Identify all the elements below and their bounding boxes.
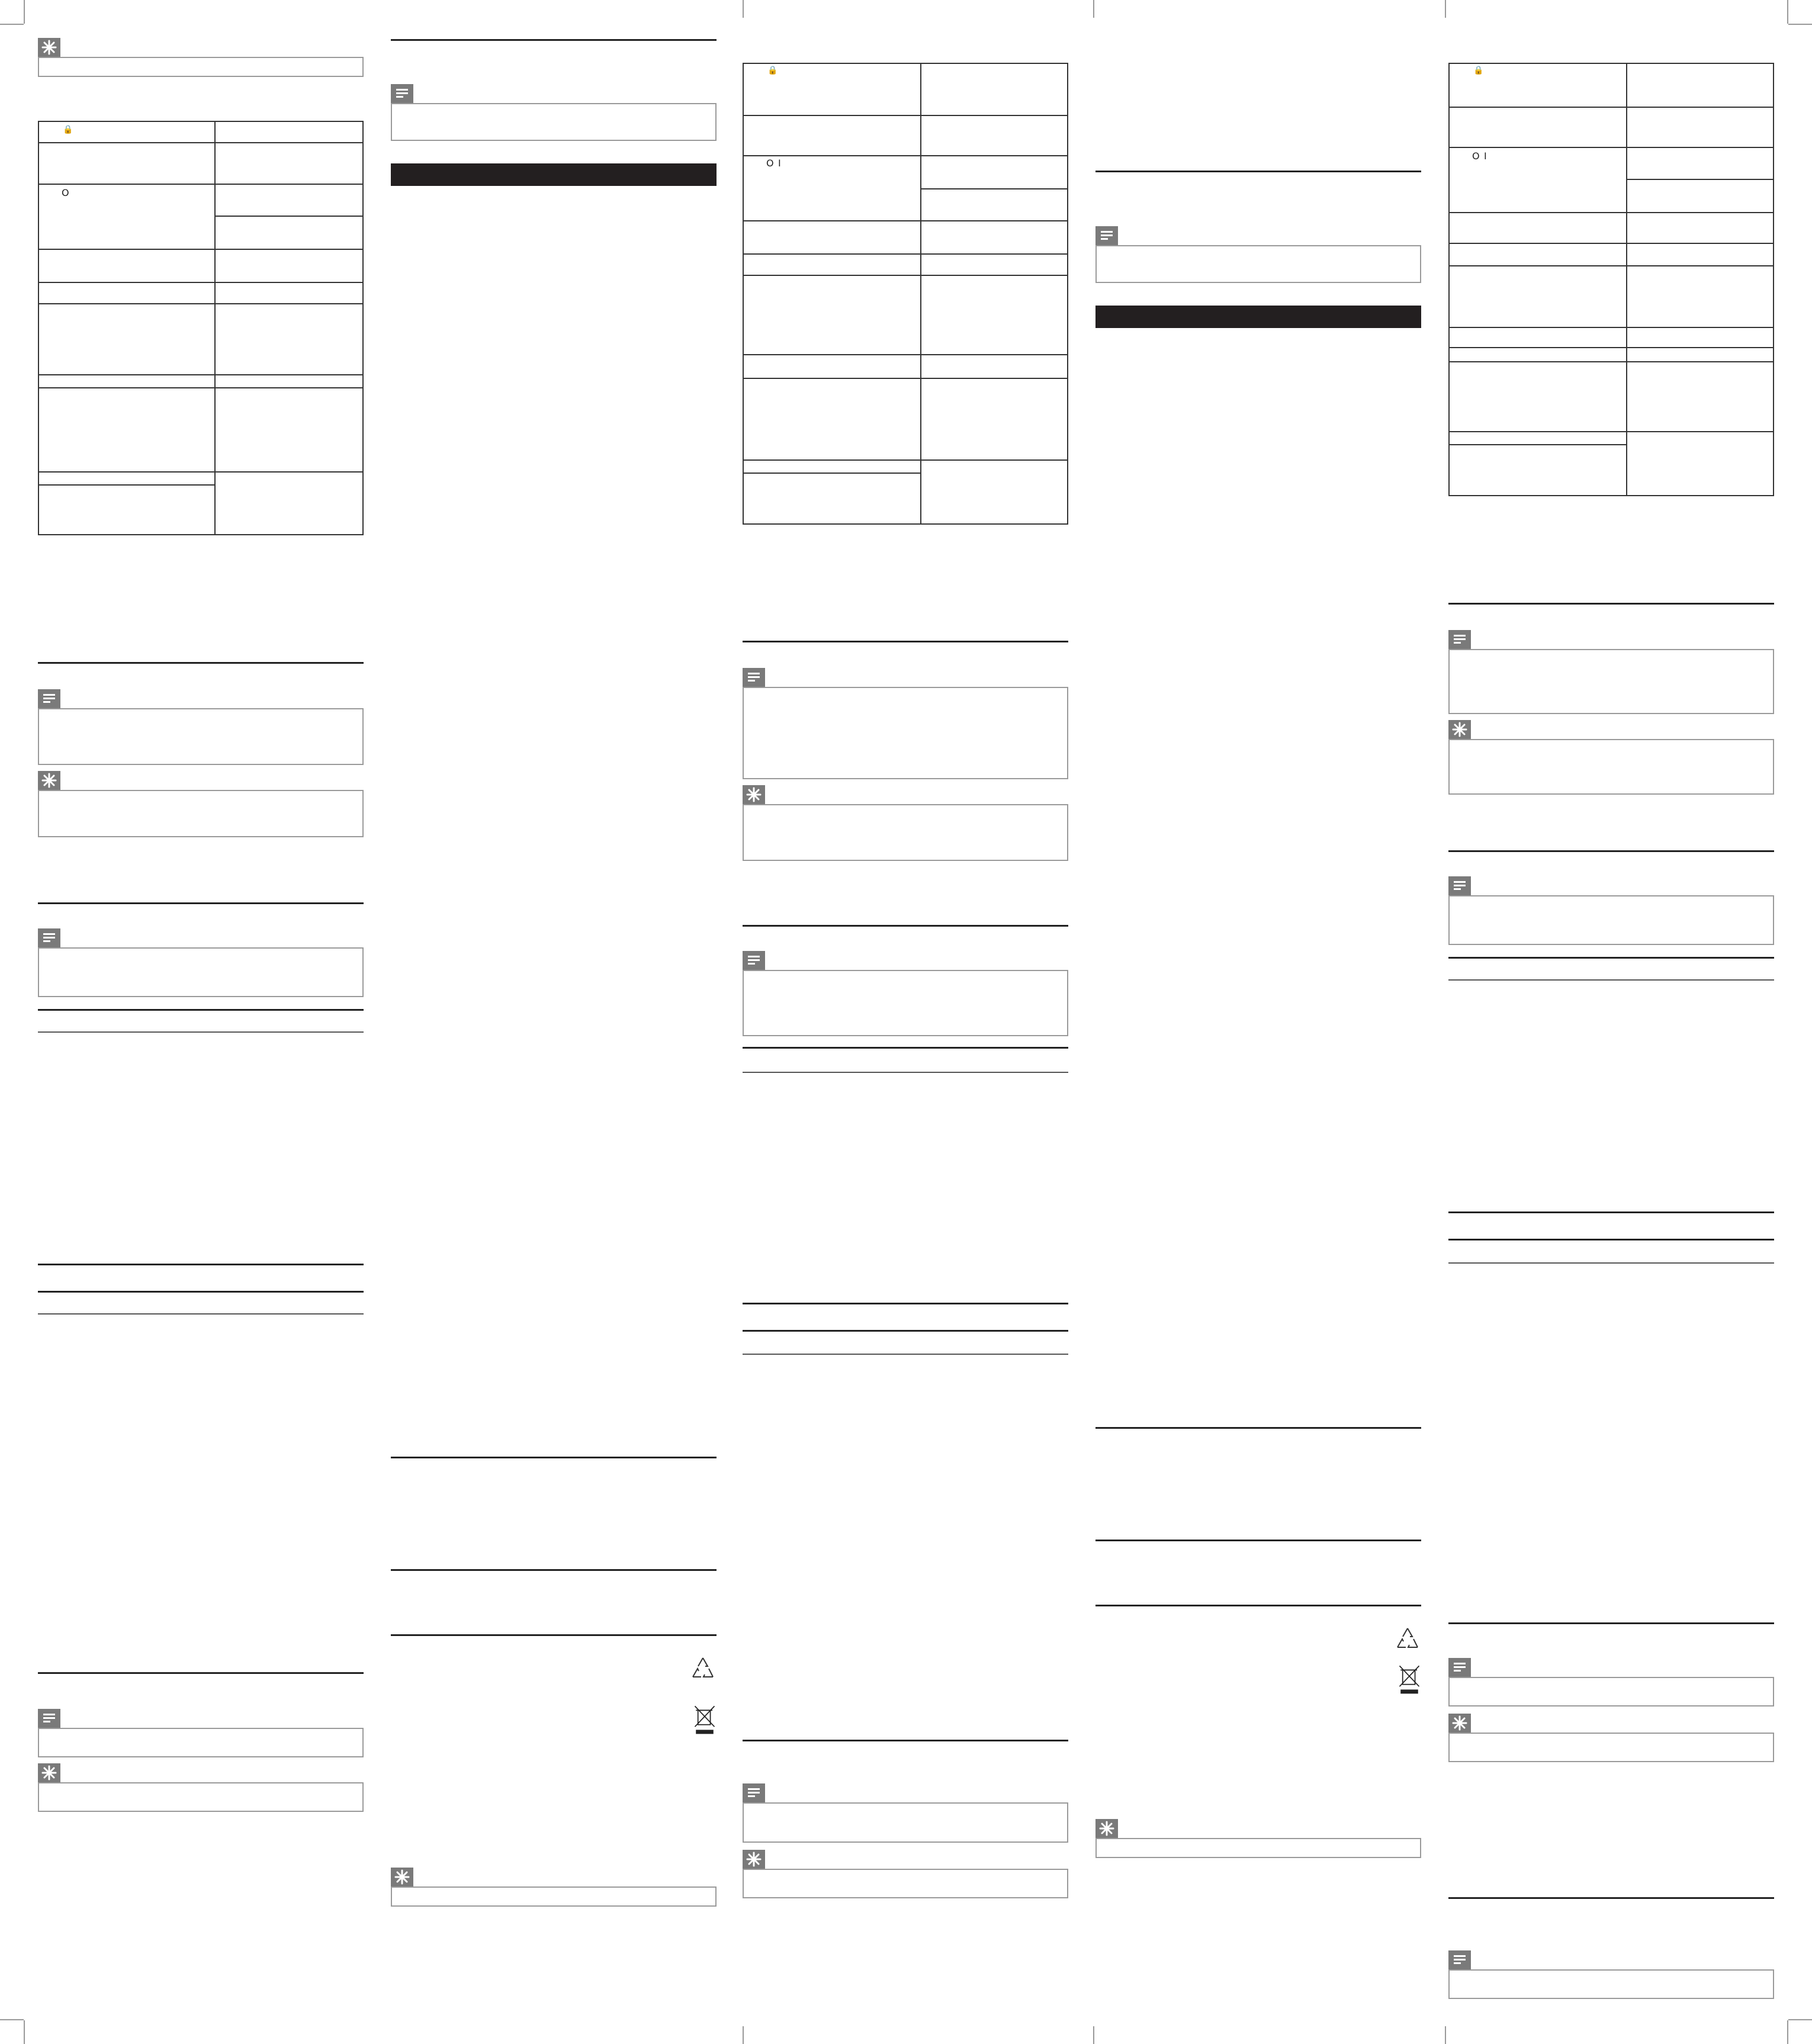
recycle-icon: [1394, 1626, 1421, 1653]
section-rule: [743, 1330, 1068, 1332]
note-lines-icon: [38, 689, 60, 708]
tip-asterisk-icon: [1448, 1714, 1471, 1733]
table-row-line: [39, 303, 362, 304]
section-rule: [1448, 603, 1774, 605]
section-rule: [38, 902, 364, 904]
table-divider: [920, 64, 921, 523]
sub-rule: [1448, 1262, 1774, 1264]
table-row-line: [1450, 347, 1773, 348]
table-row-line: [39, 184, 362, 185]
section-rule: [38, 662, 364, 664]
section-rule: [38, 1291, 364, 1293]
table-row-line: [1450, 444, 1626, 445]
recycle-icon: [689, 1656, 717, 1683]
power-icon: O: [766, 158, 774, 169]
fold-mark: [1093, 0, 1094, 18]
table-row-line: [744, 354, 1067, 355]
table-row-line: [744, 155, 1067, 156]
section-rule: [743, 641, 1068, 642]
tip-box: [743, 804, 1068, 861]
table-row-line: [744, 459, 1067, 461]
table-row-line: [1626, 179, 1773, 180]
section-rule: [38, 1264, 364, 1265]
lock-icon: 🔒: [767, 66, 778, 75]
table-row-line: [920, 188, 1067, 189]
crop-mark: [24, 2020, 25, 2044]
table-row-line: [1450, 212, 1773, 213]
note-lines-icon: [1448, 630, 1471, 649]
table-row-line: [1450, 265, 1773, 266]
note-lines-icon: [743, 1783, 765, 1802]
power-icon: O: [1472, 150, 1480, 162]
power-icon-i: I: [1484, 150, 1487, 162]
note-box: [1448, 895, 1774, 945]
note-box: [743, 687, 1068, 779]
note-lines-icon: [1448, 1658, 1471, 1677]
tip-box: [1448, 1733, 1774, 1762]
table-row-line: [39, 484, 214, 486]
section-rule: [38, 1009, 364, 1011]
table-row-line: [1450, 243, 1773, 244]
tip-box: [391, 1886, 717, 1907]
crop-mark: [1788, 24, 1812, 25]
column-4: [1095, 0, 1421, 2044]
section-rule: [1448, 1897, 1774, 1899]
section-rule: [391, 39, 717, 41]
table-row-line: [39, 142, 362, 143]
section-rule: [391, 1634, 717, 1636]
note-box: [743, 1802, 1068, 1843]
table-row-line: [744, 253, 1067, 255]
section-rule: [391, 1457, 717, 1458]
table-row-line: [1450, 327, 1773, 328]
section-rule: [1095, 1605, 1421, 1606]
crop-mark: [1787, 0, 1788, 24]
section-rule: [1448, 850, 1774, 852]
section-rule: [1448, 957, 1774, 959]
section-rule: [743, 1740, 1068, 1741]
table-divider: [1626, 64, 1627, 495]
lock-icon: 🔒: [1473, 66, 1484, 75]
table-row-line: [744, 275, 1067, 276]
sub-rule: [743, 1072, 1068, 1073]
column-2: [391, 0, 717, 2044]
tip-asterisk-icon: [743, 785, 765, 804]
section-rule: [743, 1303, 1068, 1304]
note-box: [38, 1728, 364, 1757]
tip-asterisk-icon: [38, 38, 60, 57]
sub-rule: [38, 1313, 364, 1315]
section-rule: [38, 1672, 364, 1674]
tip-asterisk-icon: [1095, 1819, 1118, 1838]
crop-mark: [1788, 2019, 1812, 2020]
tip-asterisk-icon: [38, 771, 60, 790]
tip-asterisk-icon: [38, 1763, 60, 1782]
note-lines-icon: [1448, 1950, 1471, 1969]
note-lines-icon: [743, 951, 765, 970]
note-box: [391, 103, 717, 141]
section-rule: [1095, 1427, 1421, 1429]
note-box: [1448, 1677, 1774, 1706]
function-table: [743, 63, 1068, 525]
section-rule: [1448, 1239, 1774, 1240]
section-rule: [743, 925, 1068, 927]
note-lines-icon: [38, 928, 60, 947]
column-5: [1448, 0, 1774, 2044]
sub-rule: [38, 1031, 364, 1033]
function-table: [1448, 63, 1774, 496]
tip-box: [1448, 739, 1774, 795]
chapter-bar: [1095, 306, 1421, 328]
chapter-bar: [391, 163, 717, 186]
note-lines-icon: [743, 668, 765, 687]
table-row-line: [39, 282, 362, 283]
note-box: [38, 708, 364, 765]
table-row-line: [1450, 431, 1773, 432]
section-rule: [1448, 1622, 1774, 1624]
table-row-line: [39, 249, 362, 250]
tip-box: [38, 790, 364, 837]
table-row-line: [744, 115, 1067, 116]
fold-mark: [1445, 2026, 1446, 2044]
note-box: [1448, 649, 1774, 714]
note-lines-icon: [38, 1709, 60, 1728]
note-box: [1448, 1969, 1774, 1999]
table-row-line: [39, 387, 362, 388]
power-icon: O: [62, 187, 69, 198]
tip-asterisk-icon: [391, 1868, 413, 1886]
table-row-line: [214, 216, 362, 217]
function-table: [38, 121, 364, 535]
lock-icon: 🔒: [63, 125, 73, 134]
crossed-bin-icon: [1397, 1661, 1421, 1697]
fold-mark: [1093, 2026, 1094, 2044]
crop-mark: [0, 24, 24, 25]
tip-box: [1095, 1838, 1421, 1858]
table-row-line: [39, 374, 362, 375]
table-row-line: [1450, 147, 1773, 148]
note-lines-icon: [1448, 876, 1471, 895]
fold-mark: [1445, 0, 1446, 18]
section-rule: [391, 1569, 717, 1571]
crossed-bin-icon: [693, 1702, 717, 1737]
table-row-line: [744, 378, 1067, 379]
column-1: [38, 0, 364, 2044]
column-3: [743, 0, 1068, 2044]
sub-rule: [743, 1354, 1068, 1355]
section-rule: [1095, 171, 1421, 172]
table-row-line: [744, 473, 920, 474]
section-rule: [1448, 1211, 1774, 1213]
table-row-line: [39, 471, 362, 473]
tip-asterisk-icon: [743, 1850, 765, 1869]
sub-rule: [1448, 979, 1774, 981]
note-box: [743, 970, 1068, 1036]
table-row-line: [744, 220, 1067, 221]
table-row-line: [1450, 107, 1773, 108]
note-box: [1095, 245, 1421, 283]
note-box: [38, 947, 364, 997]
crop-mark: [1787, 2020, 1788, 2044]
tip-box: [38, 1782, 364, 1812]
note-lines-icon: [391, 84, 413, 103]
tip-box: [38, 57, 364, 77]
crop-mark: [24, 0, 25, 24]
note-lines-icon: [1095, 226, 1118, 245]
table-row-line: [1450, 361, 1773, 362]
tip-box: [743, 1869, 1068, 1898]
section-rule: [743, 1047, 1068, 1049]
tip-asterisk-icon: [1448, 720, 1471, 739]
crop-mark: [0, 2019, 24, 2020]
section-rule: [1095, 1540, 1421, 1541]
power-icon-i: I: [778, 158, 781, 169]
